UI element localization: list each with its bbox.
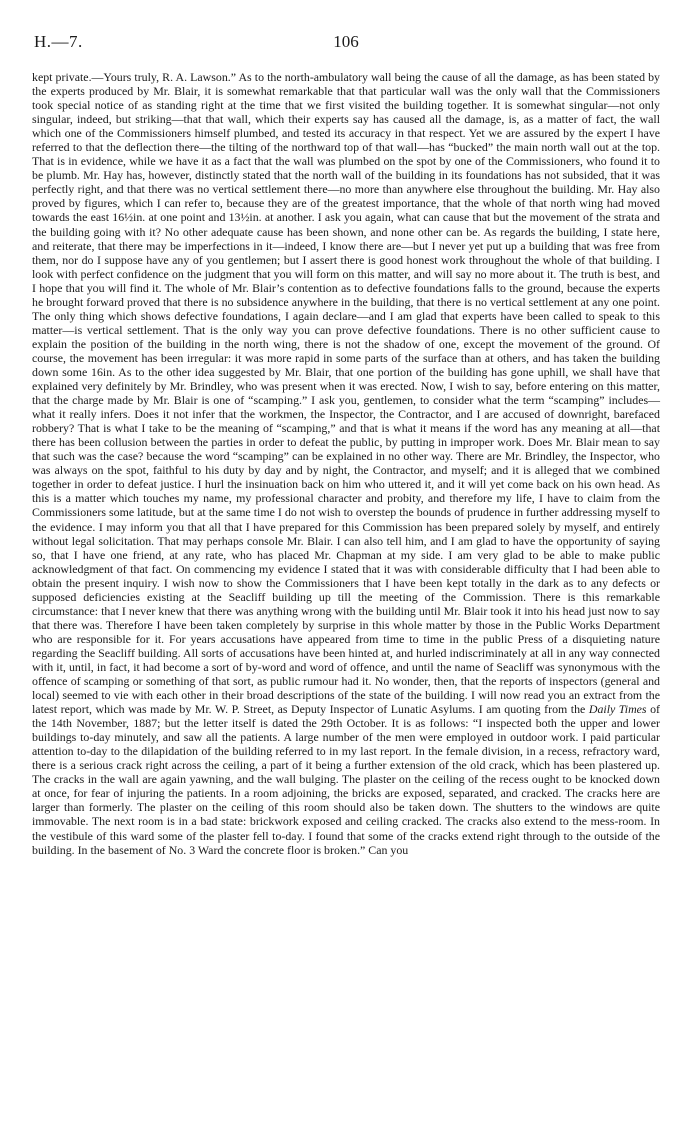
page-header — [32, 32, 660, 56]
body-paragraph — [32, 70, 660, 857]
body-text-part-1: kept private.—Yours truly, R. A. Lawson.” As to the north-ambulatory wall being the cause of all the damage, as has been stated by the experts produced by Mr. Blair, it is somewhat remarkable that that particular wall was the only wall that the Commissioners took special notice of as standing right at the time that we first visited the building together. It is somewhat singular—not only singular, indeed, but striking—that that wall, which their experts say has caused all the damage, is, as a matter of fact, the wall which one of the Commissioners himself plumbed, and tested its accuracy in that respect. Yet we are assured by the expert I have referred to that the deflection there—the tilting of the northward top of that wall—has “bucked” the main north wall out at the top. That is in evidence, while we have it as a fact that the wall was plumbed on the spot by one of the Commissioners, who found it to be plumb. Mr. Hay has, however, distinctly stated that the north wall of the building in its foundations has not subsided, that it was perfectly right, and that there was no vertical settlement there—no more than anywhere else throughout the building. Mr. Hay also proved by figures, which I can refer to, because they are of the greatest importance, that the whole of that north wing had moved towards the east 16½in. at one point and 13½in. at another. I ask you again, what can cause that but the movement of the strata and the building going with it? No other adequate cause has been shown, and none other can be. As regards the building, I state here, and reiterate, that there may be imperfections in it—indeed, I know there are—but I never yet put up a building that was free from them, nor do I suppose have any of you gentlemen; but I assert there is good honest work throughout the whole of that building. I look with perfect confidence on the judgment that you will form on this matter, and will say no more about it. The truth is best, and I hope that you will find it. The whole of Mr. Blair’s contention as to defective foundations falls to the ground, because the experts he brought forward proved that there is no subsidence anywhere in the building, that there is no vertical settlement at any one point. The only thing which shows defective foundations, I again declare—and I am glad that experts have been called to speak to this matter—is vertical settlement. That is the only way you can prove defective foundations. There is no other sufficient cause to explain the position of the building in the north wing, there is not the shadow of one, except the movement of the ground. Of course, the movement has been irregular: it was more rapid in some parts of the surface than at others, and has taken the building down some 16in. As to the other idea suggested by Mr. Blair, that one portion of the building has gone uphill, we shall have that explained very definitely by Mr. Brindley, who was present when it was erected. Now, I wish to say, before entering on this matter, that the charge made by Mr. Blair is one of “scamping.” I ask you, gentlemen, to consider what the term “scamping” includes—what it really infers. Does it not infer that the workmen, the Inspector, the Contractor, and I are accused of downright, barefaced robbery? That is what I take to be the meaning of “scamping,” and that is what it means if the word has any meaning at all—that there has been collusion between the parties in order to defeat the public, by putting in improper work. Does Mr. Blair mean to say that such was the case? because the word “scamping” can be explained in no other way. There are Mr. Brindley, the Inspector, who was always on the spot, faithful to his duty by day and by night, the Contractor, and myself; and it is alleged that we combined together in order to defeat justice. I hurl the insinuation back on him who uttered it, and it will yet come back on his own head. As this is a matter which touches my name, my professional character and probity, and therefore my life, I have to claim from the Commissioners some latitude, but at the same time I do not wish to overstep the bounds of prudence in further addressing myself to the evidence. I may inform you that all that I have prepared for this Commission has been prepared solely by myself, and entirely without legal solicitation. That may perhaps console Mr. Blair. I can also tell him, and I am glad to have the opportunity of saying so, that I have one friend, at any rate, who has placed Mr. Chapman at my side. I am very glad to be able to make public acknowledgment of that fact. On commencing my evidence I stated that it was with considerable difficulty that I had been able to obtain the present inquiry. I wish now to show the Commissioners that I have been kept totally in the dark as to any defects or supposed deficiencies existing at the Seacliff building up till the meeting of the Commission. There is this remarkable circumstance: that I never knew that there was anything wrong with the building until Mr. Blair took it into his head just now to say that there was. Therefore I have been taken completely by surprise in this whole matter by those in the Public Works Department who are responsible for it. For years accusations have appeared from time to time in the public Press of a disquieting nature regarding the Seacliff building. All sorts of accusations have been hinted at, and hurled indiscriminately at all in any way connected with it, until, in fact, it had become a sort of by-word and word of offence, and until the name of Seacliff was synonymous with the offence of scamping or something of that sort, as public rumour had it. No wonder, then, that the reports of inspectors (general and local) seemed to vie with each other in their broad descriptions of the state of the building. I will now read you an extract from the latest report, which was made by Mr. W. P. Street, as Deputy Inspector of Lunatic Asylums. I am quoting from the — [32, 70, 660, 717]
newspaper-title: Daily Times — [588, 702, 647, 717]
body-text-part-2: of the 14th November, 1887; but the letter itself is dated the 29th October. It is as follows: “I inspected both the upper and lower buildings to-day minutely, and saw all the patients. A large number of the men were employed in outdoor work. I paid particular attention to-day to the dilapidation of the building referred to in my last report. In the female division, in a recess, refractory ward, there is a serious crack right across the ceiling, a part of it being a further extension of the old crack, which has been plastered up. The cracks in the wall are again yawning, and the wall bulging. The plaster on the ceiling of the recess ought to be knocked down at once, for fear of injuring the patients. In a room adjoining, the bricks are exposed, separated, and cracked. The cracks here are larger than formerly. The plaster on the ceiling of this room should also be taken down. The shutters to the windows are quite immovable. The next room is in a bad state: brickwork exposed and ceiling cracked. The cracks also extend to the mess-room. In the vestibule of this ward some of the plaster fell to-day. I found that some of the cracks extend right through to the outside of the building. In the basement of No. 3 Ward the concrete floor is broken.” Can you — [32, 702, 660, 857]
running-head: H.—7. — [34, 32, 83, 51]
page-number: 106 — [333, 32, 359, 51]
